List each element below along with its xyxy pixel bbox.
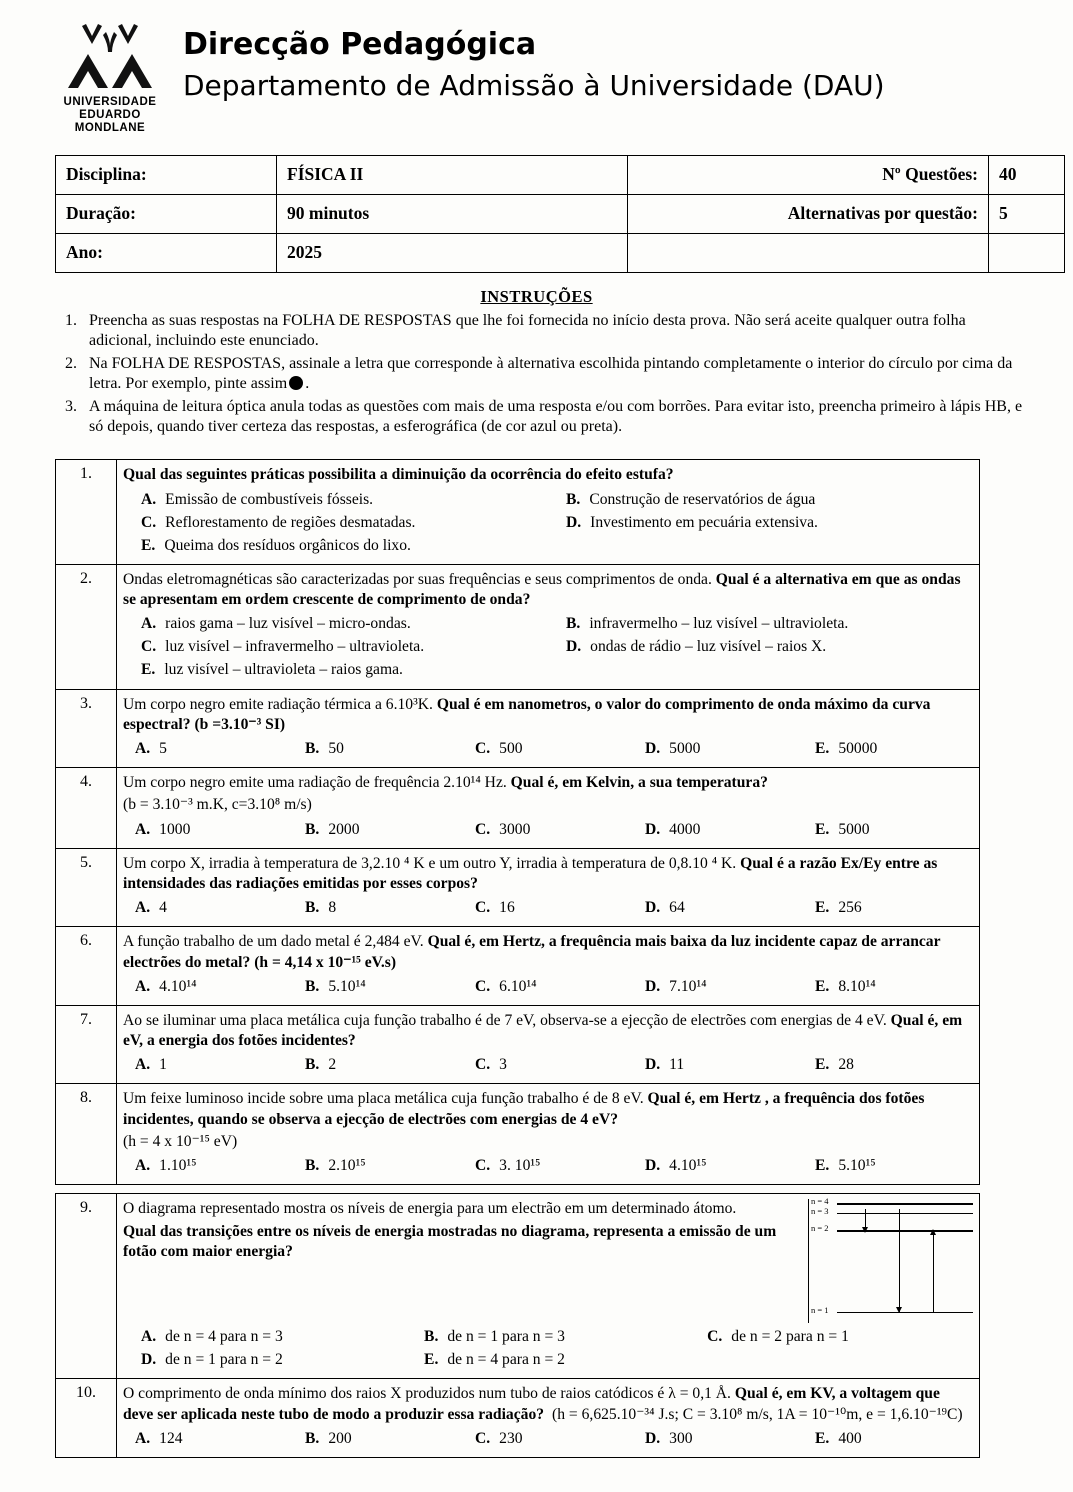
university-name	[55, 96, 165, 135]
option-d[interactable]	[633, 818, 803, 841]
option-text: 6.10¹⁴	[499, 977, 537, 995]
option-text: Investimento em pecuária extensiva.	[590, 513, 818, 531]
option-key: E.	[815, 899, 830, 917]
option-key: A.	[135, 740, 151, 758]
option-key: B.	[305, 740, 320, 758]
question-stem-plain: Ao se iluminar uma placa metálica cuja função trabalho é de 7 eV, observa-se a ejecção de electrões com energias de 4 eV.	[123, 1011, 891, 1029]
question-options	[123, 818, 973, 841]
level-label-1: n = 1	[811, 1304, 829, 1315]
option-c[interactable]	[463, 1053, 633, 1076]
question-body	[117, 1379, 980, 1458]
question-stem-bold: Qual é, em eV, a energia dos fotões incidentes?	[123, 1011, 963, 1050]
list-item	[55, 311, 1028, 352]
table-row	[56, 155, 1065, 194]
option-e[interactable]	[123, 534, 548, 557]
question-row-8	[56, 1084, 980, 1185]
instruction-number: 1.	[65, 311, 77, 329]
question-number: 3.	[56, 689, 117, 768]
option-text: luz visível – infravermelho – ultravioleta.	[165, 638, 425, 656]
option-key: A.	[141, 1328, 157, 1346]
question-stem	[123, 1089, 973, 1130]
instruction-text-before: Na FOLHA DE RESPOSTAS, assinale a letra que corresponde à alternativa escolhida pintando completamente o interior do círculo por cima da letra. Por exemplo, pinte assim	[89, 354, 1013, 393]
option-key: B.	[566, 490, 581, 508]
question-stem	[123, 773, 973, 793]
option-text: Reflorestamento de regiões desmatadas.	[165, 513, 416, 531]
option-text: 256	[838, 899, 862, 917]
option-e[interactable]	[123, 658, 548, 681]
option-text: 5000	[838, 820, 870, 838]
question-stem-plain: Um corpo X, irradia à temperatura de 3,2.10 ⁴ K e um outro Y, irradia à temperatura de 0,8.10 ⁴ K.	[123, 854, 741, 872]
option-b[interactable]	[548, 612, 973, 635]
question-row-6	[56, 927, 980, 1006]
question-number: 6.	[56, 927, 117, 1006]
university-logo	[55, 18, 165, 135]
question-options	[123, 1154, 973, 1177]
option-a[interactable]	[123, 896, 293, 919]
question-stem-extra: (b = 3.10⁻³ m.K, c=3.10⁸ m/s)	[123, 796, 312, 814]
option-b[interactable]	[548, 488, 973, 511]
question-row-3	[56, 689, 980, 768]
instruction-text: A máquina de leitura óptica anula todas as questões com mais de uma resposta e/ou com borrões. Para evitar isto, preencha primeiro à lápis HB, e só depois, quando tiver certeza das respostas, a esferográfica (de cor azul ou preta).	[89, 397, 1023, 435]
instructions-title: INSTRUÇÕES	[480, 286, 593, 306]
table-row	[56, 194, 1065, 233]
option-b[interactable]	[293, 1154, 463, 1177]
option-d[interactable]	[633, 1427, 803, 1450]
option-e[interactable]	[803, 896, 973, 919]
question-stem-bold: Qual é, em Hertz , a frequência dos fotões incidentes, quando se observa a ejecção de electrões com energias de 4 eV?	[123, 1090, 925, 1128]
option-e[interactable]	[803, 975, 973, 998]
option-text: raios gama – luz visível – micro-ondas.	[165, 615, 411, 633]
option-key: C.	[141, 513, 157, 531]
option-text: 124	[159, 1429, 183, 1447]
question-body	[117, 1084, 980, 1185]
question-body	[117, 1194, 980, 1379]
question-number: 5.	[56, 848, 117, 927]
question-stem	[123, 1011, 973, 1052]
option-c[interactable]	[463, 975, 633, 998]
question-row-1	[56, 460, 980, 564]
option-key: E.	[141, 661, 156, 679]
option-e[interactable]	[803, 737, 973, 760]
option-text: 1.10¹⁵	[159, 1157, 197, 1175]
option-key: E.	[141, 536, 156, 554]
option-text: de n = 2 para n = 1	[731, 1328, 849, 1346]
option-key: D.	[645, 740, 661, 758]
question-stem-plain: O comprimento de onda mínimo dos raios X produzidos num tubo de raios catódicos é λ = 0,1 Å.	[123, 1385, 735, 1403]
option-key: E.	[815, 977, 830, 995]
transition-arrowhead-2	[896, 1307, 902, 1313]
option-e[interactable]	[803, 1427, 973, 1450]
option-a[interactable]	[123, 488, 548, 511]
option-key: A.	[141, 490, 157, 508]
question-stem-extra: (h = 4 x 10⁻¹⁵ eV)	[123, 1132, 238, 1150]
table-row	[56, 233, 1065, 272]
option-d[interactable]	[633, 1154, 803, 1177]
option-c[interactable]	[463, 818, 633, 841]
question-number: 10.	[56, 1379, 117, 1458]
energy-level-4	[811, 1196, 973, 1207]
question-row-9	[56, 1194, 980, 1379]
level-label-4: n = 4	[811, 1196, 829, 1207]
option-b[interactable]	[293, 896, 463, 919]
option-key: C.	[475, 977, 491, 995]
option-key: C.	[475, 740, 491, 758]
option-text: 8	[328, 899, 337, 917]
question-stem	[123, 1384, 973, 1425]
option-key: E.	[815, 1429, 830, 1447]
filled-circle-icon	[289, 376, 303, 390]
option-key: A.	[135, 977, 151, 995]
question-row-7	[56, 1005, 980, 1084]
header-titles	[165, 18, 885, 102]
info-value-alternativas: 5	[989, 194, 1065, 233]
option-text: infravermelho – luz visível – ultravioleta.	[589, 615, 849, 633]
option-key: A.	[135, 899, 151, 917]
question-stem-plain: A função trabalho de um dado metal é 2,484 eV.	[123, 933, 428, 951]
option-key: E.	[424, 1351, 439, 1369]
question-number: 9.	[56, 1194, 117, 1379]
option-key: B.	[305, 1056, 320, 1074]
option-text: 1	[159, 1056, 167, 1074]
list-item	[55, 354, 1028, 395]
option-key: D.	[645, 820, 661, 838]
option-text: 5.10¹⁵	[838, 1157, 876, 1175]
info-value-empty	[989, 233, 1065, 272]
option-b[interactable]	[406, 1325, 689, 1348]
option-c[interactable]	[463, 1427, 633, 1450]
question-options	[123, 1053, 973, 1076]
info-value-ano: 2025	[277, 233, 628, 272]
energy-level-2	[811, 1223, 973, 1234]
option-d[interactable]	[633, 737, 803, 760]
option-key: C.	[475, 899, 491, 917]
option-d[interactable]	[123, 1348, 406, 1371]
option-key: E.	[815, 1056, 830, 1074]
question-stem-bold: Qual é, em KV, a voltagem que deve ser aplicada neste tubo de modo a produzir essa radiação?	[123, 1385, 940, 1423]
option-a[interactable]	[123, 818, 293, 841]
info-value-num-questoes: 40	[989, 155, 1065, 194]
option-text: 50000	[838, 740, 878, 758]
option-key: D.	[645, 1157, 661, 1175]
option-key: B.	[305, 1157, 320, 1175]
option-text: ondas de rádio – luz visível – raios X.	[590, 638, 827, 656]
option-text: 500	[499, 740, 523, 758]
option-text: 2.10¹⁵	[328, 1157, 366, 1175]
instruction-number: 3.	[65, 397, 77, 415]
university-line-1: UNIVERSIDADE	[63, 96, 157, 108]
option-key: B.	[305, 899, 320, 917]
option-text: 2000	[328, 820, 360, 838]
option-d[interactable]	[633, 896, 803, 919]
option-text: 300	[669, 1429, 693, 1447]
page-subtitle: Departamento de Admissão à Universidade (DAU)	[183, 68, 885, 102]
option-text: 3	[499, 1056, 507, 1074]
question-stem-bold: Qual é, em Kelvin, a sua temperatura?	[510, 774, 768, 792]
option-key: D.	[566, 513, 582, 531]
option-d[interactable]	[633, 975, 803, 998]
option-key: A.	[135, 1157, 151, 1175]
option-key: B.	[305, 977, 320, 995]
option-c[interactable]	[123, 635, 548, 658]
question-body	[117, 689, 980, 768]
instruction-text	[89, 354, 1028, 395]
transition-arrowhead-3	[930, 1229, 936, 1235]
page-header	[0, 0, 1073, 141]
spacer-cell	[56, 1185, 117, 1194]
option-key: C.	[475, 1429, 491, 1447]
option-key: B.	[566, 615, 581, 633]
question-stem-constants: (h = 6,625.10⁻³⁴ J.s; C = 3.10⁸ m/s, 1A = 10⁻¹⁰m, e = 1,6.10⁻¹⁹C)	[552, 1405, 963, 1423]
option-key: B.	[305, 820, 320, 838]
question-stem-plain: O diagrama representado mostra os níveis de energia para um electrão em um determinado átomo.	[123, 1200, 737, 1218]
option-text: 8.10¹⁴	[838, 977, 876, 995]
info-label-empty	[628, 233, 989, 272]
info-value-disciplina: FÍSICA II	[277, 155, 628, 194]
option-c[interactable]	[463, 896, 633, 919]
option-text: 4.10¹⁵	[669, 1157, 707, 1175]
question-stem-plain: Ondas eletromagnéticas são caracterizadas por suas frequências e seus comprimentos de onda.	[123, 570, 716, 588]
question-stem: Qual das seguintes práticas possibilita a diminuição da ocorrência do efeito estufa?	[123, 466, 674, 484]
option-c[interactable]	[689, 1325, 972, 1348]
option-text: 3000	[499, 820, 531, 838]
list-item	[55, 397, 1028, 438]
question-options	[123, 975, 973, 998]
question-options	[123, 488, 973, 557]
question-number: 4.	[56, 768, 117, 849]
option-key: D.	[645, 899, 661, 917]
info-label-num-questoes: Nº Questões:	[628, 155, 989, 194]
transition-arrow-2	[899, 1209, 900, 1313]
option-a[interactable]	[123, 975, 293, 998]
info-label-disciplina: Disciplina:	[56, 155, 277, 194]
university-line-2: EDUARDO	[79, 108, 141, 121]
question-stem-bold: Qual é, em Hertz, a frequência mais baixa da luz incidente capaz de arrancar electrões do metal? (h = 4,14 x 10⁻¹⁵ eV.s)	[123, 933, 941, 971]
option-key: C.	[141, 638, 157, 656]
question-stem-plain: Um feixe luminoso incide sobre uma placa metálica cuja função trabalho é de 8 eV.	[123, 1090, 648, 1108]
question-body	[117, 768, 980, 849]
university-line-3: MONDLANE	[74, 121, 146, 134]
option-text: Queima dos resíduos orgânicos do lixo.	[164, 536, 411, 554]
option-key: D.	[141, 1351, 157, 1369]
info-label-ano: Ano:	[56, 233, 277, 272]
option-text: 200	[328, 1429, 352, 1447]
question-body	[117, 848, 980, 927]
diagram-box	[811, 1196, 973, 1323]
question-options	[123, 896, 973, 919]
option-c[interactable]	[123, 511, 548, 534]
option-text: 11	[669, 1056, 685, 1074]
logo-mark-icon	[55, 22, 165, 94]
info-label-duracao: Duração:	[56, 194, 277, 233]
option-b[interactable]	[293, 1053, 463, 1076]
question-options	[123, 612, 973, 681]
option-key: D.	[566, 638, 582, 656]
question-stem-bold: Qual é em nanometros, o valor do comprimento de onda máximo da curva espectral? (b =3.10⁻³ SI)	[123, 695, 931, 733]
option-a[interactable]	[123, 1427, 293, 1450]
question-number: 1.	[56, 460, 117, 564]
option-key: E.	[815, 1157, 830, 1175]
option-b[interactable]	[293, 737, 463, 760]
option-key: C.	[475, 820, 491, 838]
energy-level-3	[811, 1205, 973, 1216]
option-text: de n = 4 para n = 2	[447, 1351, 565, 1369]
question-stem	[123, 854, 973, 895]
option-text: 1000	[159, 820, 191, 838]
question-row-10	[56, 1379, 980, 1458]
option-key: E.	[815, 820, 830, 838]
option-key: D.	[645, 1056, 661, 1074]
option-text: 4000	[669, 820, 701, 838]
option-text: Emissão de combustíveis fósseis.	[165, 490, 374, 508]
question-options	[123, 737, 973, 760]
option-key: D.	[645, 1429, 661, 1447]
question-row-4	[56, 768, 980, 849]
option-key: C.	[707, 1328, 723, 1346]
question-stem	[123, 932, 973, 973]
question-stem-bold: Qual das transições entre os níveis de energia mostradas no diagrama, representa a emissão de um fotão com maior energia?	[123, 1222, 777, 1260]
question-stem	[123, 695, 973, 736]
option-key: A.	[135, 1056, 151, 1074]
option-e[interactable]	[803, 818, 973, 841]
question-row-2	[56, 564, 980, 689]
question-body	[117, 460, 980, 564]
option-key: A.	[135, 1429, 151, 1447]
option-key: C.	[475, 1157, 491, 1175]
question-number: 2.	[56, 564, 117, 689]
option-key: B.	[424, 1328, 439, 1346]
exam-info-table	[55, 155, 1065, 273]
option-text: 28	[838, 1056, 854, 1074]
question-body	[117, 927, 980, 1006]
option-d[interactable]	[548, 635, 973, 658]
option-key: A.	[141, 615, 157, 633]
option-e[interactable]	[803, 1154, 973, 1177]
instructions-list	[55, 311, 1028, 438]
level-label-2: n = 2	[811, 1223, 829, 1234]
spacer-row	[56, 1185, 980, 1194]
question-stem-plain: Um corpo negro emite radiação térmica a 6.10³K.	[123, 695, 437, 713]
option-key: C.	[475, 1056, 491, 1074]
option-text: de n = 1 para n = 2	[165, 1351, 283, 1369]
option-b[interactable]	[293, 818, 463, 841]
option-text: 4.10¹⁴	[159, 977, 197, 995]
energy-level-1	[811, 1304, 973, 1315]
option-text: 16	[499, 899, 515, 917]
option-a[interactable]	[123, 1325, 406, 1348]
questions-table	[55, 459, 980, 1457]
instruction-text: Preencha as suas respostas na FOLHA DE RESPOSTAS que lhe foi fornecida no início desta prova. Não será aceite qualquer outra folha adicional, incluindo este enunciado.	[89, 311, 966, 350]
question-text-column	[123, 1199, 802, 1323]
option-text: 230	[499, 1429, 523, 1447]
option-d[interactable]	[548, 511, 973, 534]
option-a[interactable]	[123, 1154, 293, 1177]
option-c[interactable]	[463, 1154, 633, 1177]
option-b[interactable]	[293, 975, 463, 998]
instruction-text-after: .	[305, 375, 310, 393]
option-a[interactable]	[123, 737, 293, 760]
option-d[interactable]	[633, 1053, 803, 1076]
option-c[interactable]	[463, 737, 633, 760]
option-text: 5.10¹⁴	[328, 977, 366, 995]
option-key: B.	[305, 1429, 320, 1447]
option-key: E.	[815, 740, 830, 758]
question-stem-bold: Qual é a razão Ex/Ey entre as intensidades das radiações emitidas por esses corpos?	[123, 854, 938, 892]
option-text: de n = 4 para n = 3	[165, 1328, 283, 1346]
question-stem-plain: Um corpo negro emite uma radiação de frequência 2.10¹⁴ Hz.	[123, 774, 511, 792]
question-options	[123, 1325, 973, 1371]
question-row-5	[56, 848, 980, 927]
option-text: 5	[159, 740, 167, 758]
option-key: D.	[645, 977, 661, 995]
option-text: 64	[669, 899, 685, 917]
info-value-duracao: 90 minutos	[277, 194, 628, 233]
page-title: Direcção Pedagógica	[183, 27, 537, 62]
option-a[interactable]	[123, 612, 548, 635]
question-number: 8.	[56, 1084, 117, 1185]
spacer-cell	[117, 1185, 980, 1194]
energy-level-diagram	[808, 1196, 973, 1323]
option-text: 3. 10¹⁵	[499, 1157, 541, 1175]
option-text: 400	[838, 1429, 862, 1447]
question-stem	[123, 570, 973, 611]
question-stem-bold: Qual é a alternativa em que as ondas se apresentam em ordem crescente de comprimento de onda?	[123, 570, 961, 609]
question-number: 7.	[56, 1005, 117, 1084]
option-text: 50	[328, 740, 344, 758]
option-text: 5000	[669, 740, 701, 758]
option-e[interactable]	[803, 1053, 973, 1076]
transition-arrow-3	[933, 1233, 934, 1313]
transition-arrowhead-1	[862, 1227, 868, 1233]
option-b[interactable]	[293, 1427, 463, 1450]
option-e[interactable]	[406, 1348, 689, 1371]
option-text: 4	[159, 899, 167, 917]
question-options	[123, 1427, 973, 1450]
option-key: A.	[135, 820, 151, 838]
option-text: 2	[328, 1056, 337, 1074]
option-text: Construção de reservatórios de água	[589, 490, 816, 508]
info-label-alternativas: Alternativas por questão:	[628, 194, 989, 233]
question-body	[117, 564, 980, 689]
option-text: de n = 1 para n = 3	[447, 1328, 565, 1346]
option-text: luz visível – ultravioleta – raios gama.	[164, 661, 403, 679]
option-text: 7.10¹⁴	[669, 977, 707, 995]
question-with-diagram	[123, 1196, 973, 1323]
level-label-3: n = 3	[811, 1205, 829, 1216]
question-body	[117, 1005, 980, 1084]
option-a[interactable]	[123, 1053, 293, 1076]
instruction-number: 2.	[65, 354, 77, 372]
